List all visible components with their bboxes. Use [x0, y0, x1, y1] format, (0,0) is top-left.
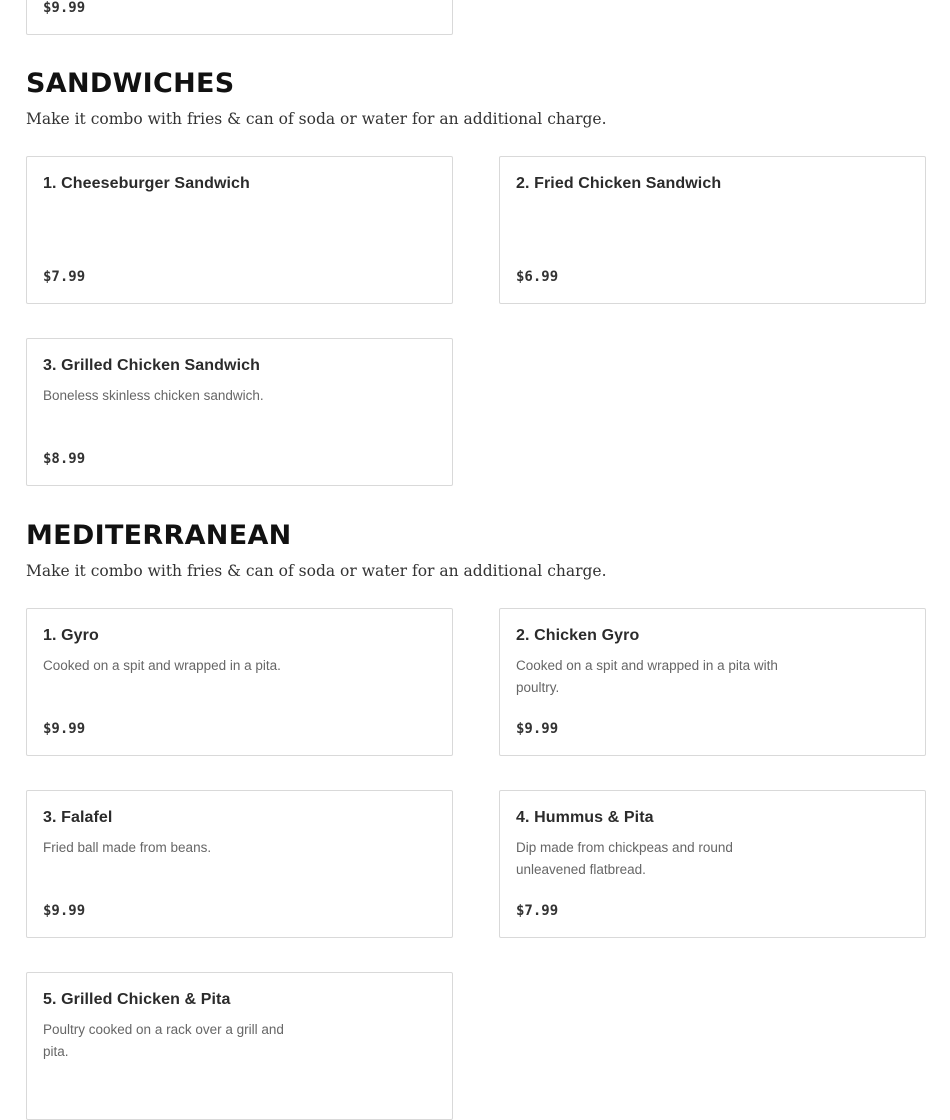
- menu-item-card[interactable]: [26, 0, 453, 35]
- menu-item-name: 3. Falafel: [43, 809, 113, 826]
- menu-item-card[interactable]: [26, 972, 453, 1120]
- menu-item-card[interactable]: [26, 608, 453, 756]
- menu-item-description: Poultry cooked on a rack over a grill and pita.: [43, 1022, 284, 1059]
- menu-item-card[interactable]: [499, 790, 926, 938]
- menu-item-description: Dip made from chickpeas and round unleavened flatbread.: [516, 840, 733, 877]
- menu-item-name: 1. Gyro: [43, 627, 99, 644]
- menu-item-name: 5. Grilled Chicken & Pita: [43, 991, 231, 1008]
- menu-item-price: $6.99: [516, 269, 559, 285]
- menu-item-card[interactable]: [26, 338, 453, 486]
- menu-item-card[interactable]: [26, 156, 453, 304]
- menu-item-price: $7.99: [516, 903, 559, 919]
- menu-item-price: $9.99: [516, 721, 559, 737]
- menu-item-price: $9.99: [43, 721, 86, 737]
- section-title-sandwiches: SANDWICHES: [26, 68, 235, 99]
- menu-item-price: $9.99: [43, 903, 86, 919]
- menu-item-description: Boneless skinless chicken sandwich.: [43, 388, 264, 403]
- menu-item-card[interactable]: [26, 790, 453, 938]
- menu-item-name: 1. Cheeseburger Sandwich: [43, 175, 250, 192]
- section-subtitle-sandwiches: Make it combo with fries & can of soda or water for an additional charge.: [26, 110, 607, 128]
- section-subtitle-mediterranean: Make it combo with fries & can of soda or water for an additional charge.: [26, 562, 607, 580]
- menu-item-description: Fried ball made from beans.: [43, 840, 212, 855]
- menu-item-name: 2. Chicken Gyro: [516, 627, 640, 644]
- menu-item-price: $7.99: [43, 269, 86, 285]
- menu-item-price: $8.99: [43, 451, 86, 467]
- menu-item-description: Cooked on a spit and wrapped in a pita with poultry.: [516, 658, 778, 695]
- menu-item-price: $9.99: [43, 0, 86, 16]
- menu-item-description: Cooked on a spit and wrapped in a pita.: [43, 658, 281, 673]
- menu-item-card[interactable]: [499, 156, 926, 304]
- menu-item-card[interactable]: [499, 608, 926, 756]
- section-title-mediterranean: MEDITERRANEAN: [26, 520, 292, 551]
- menu-item-name: 2. Fried Chicken Sandwich: [516, 175, 722, 192]
- menu-item-name: 3. Grilled Chicken Sandwich: [43, 357, 260, 374]
- menu-item-name: 4. Hummus & Pita: [516, 809, 654, 826]
